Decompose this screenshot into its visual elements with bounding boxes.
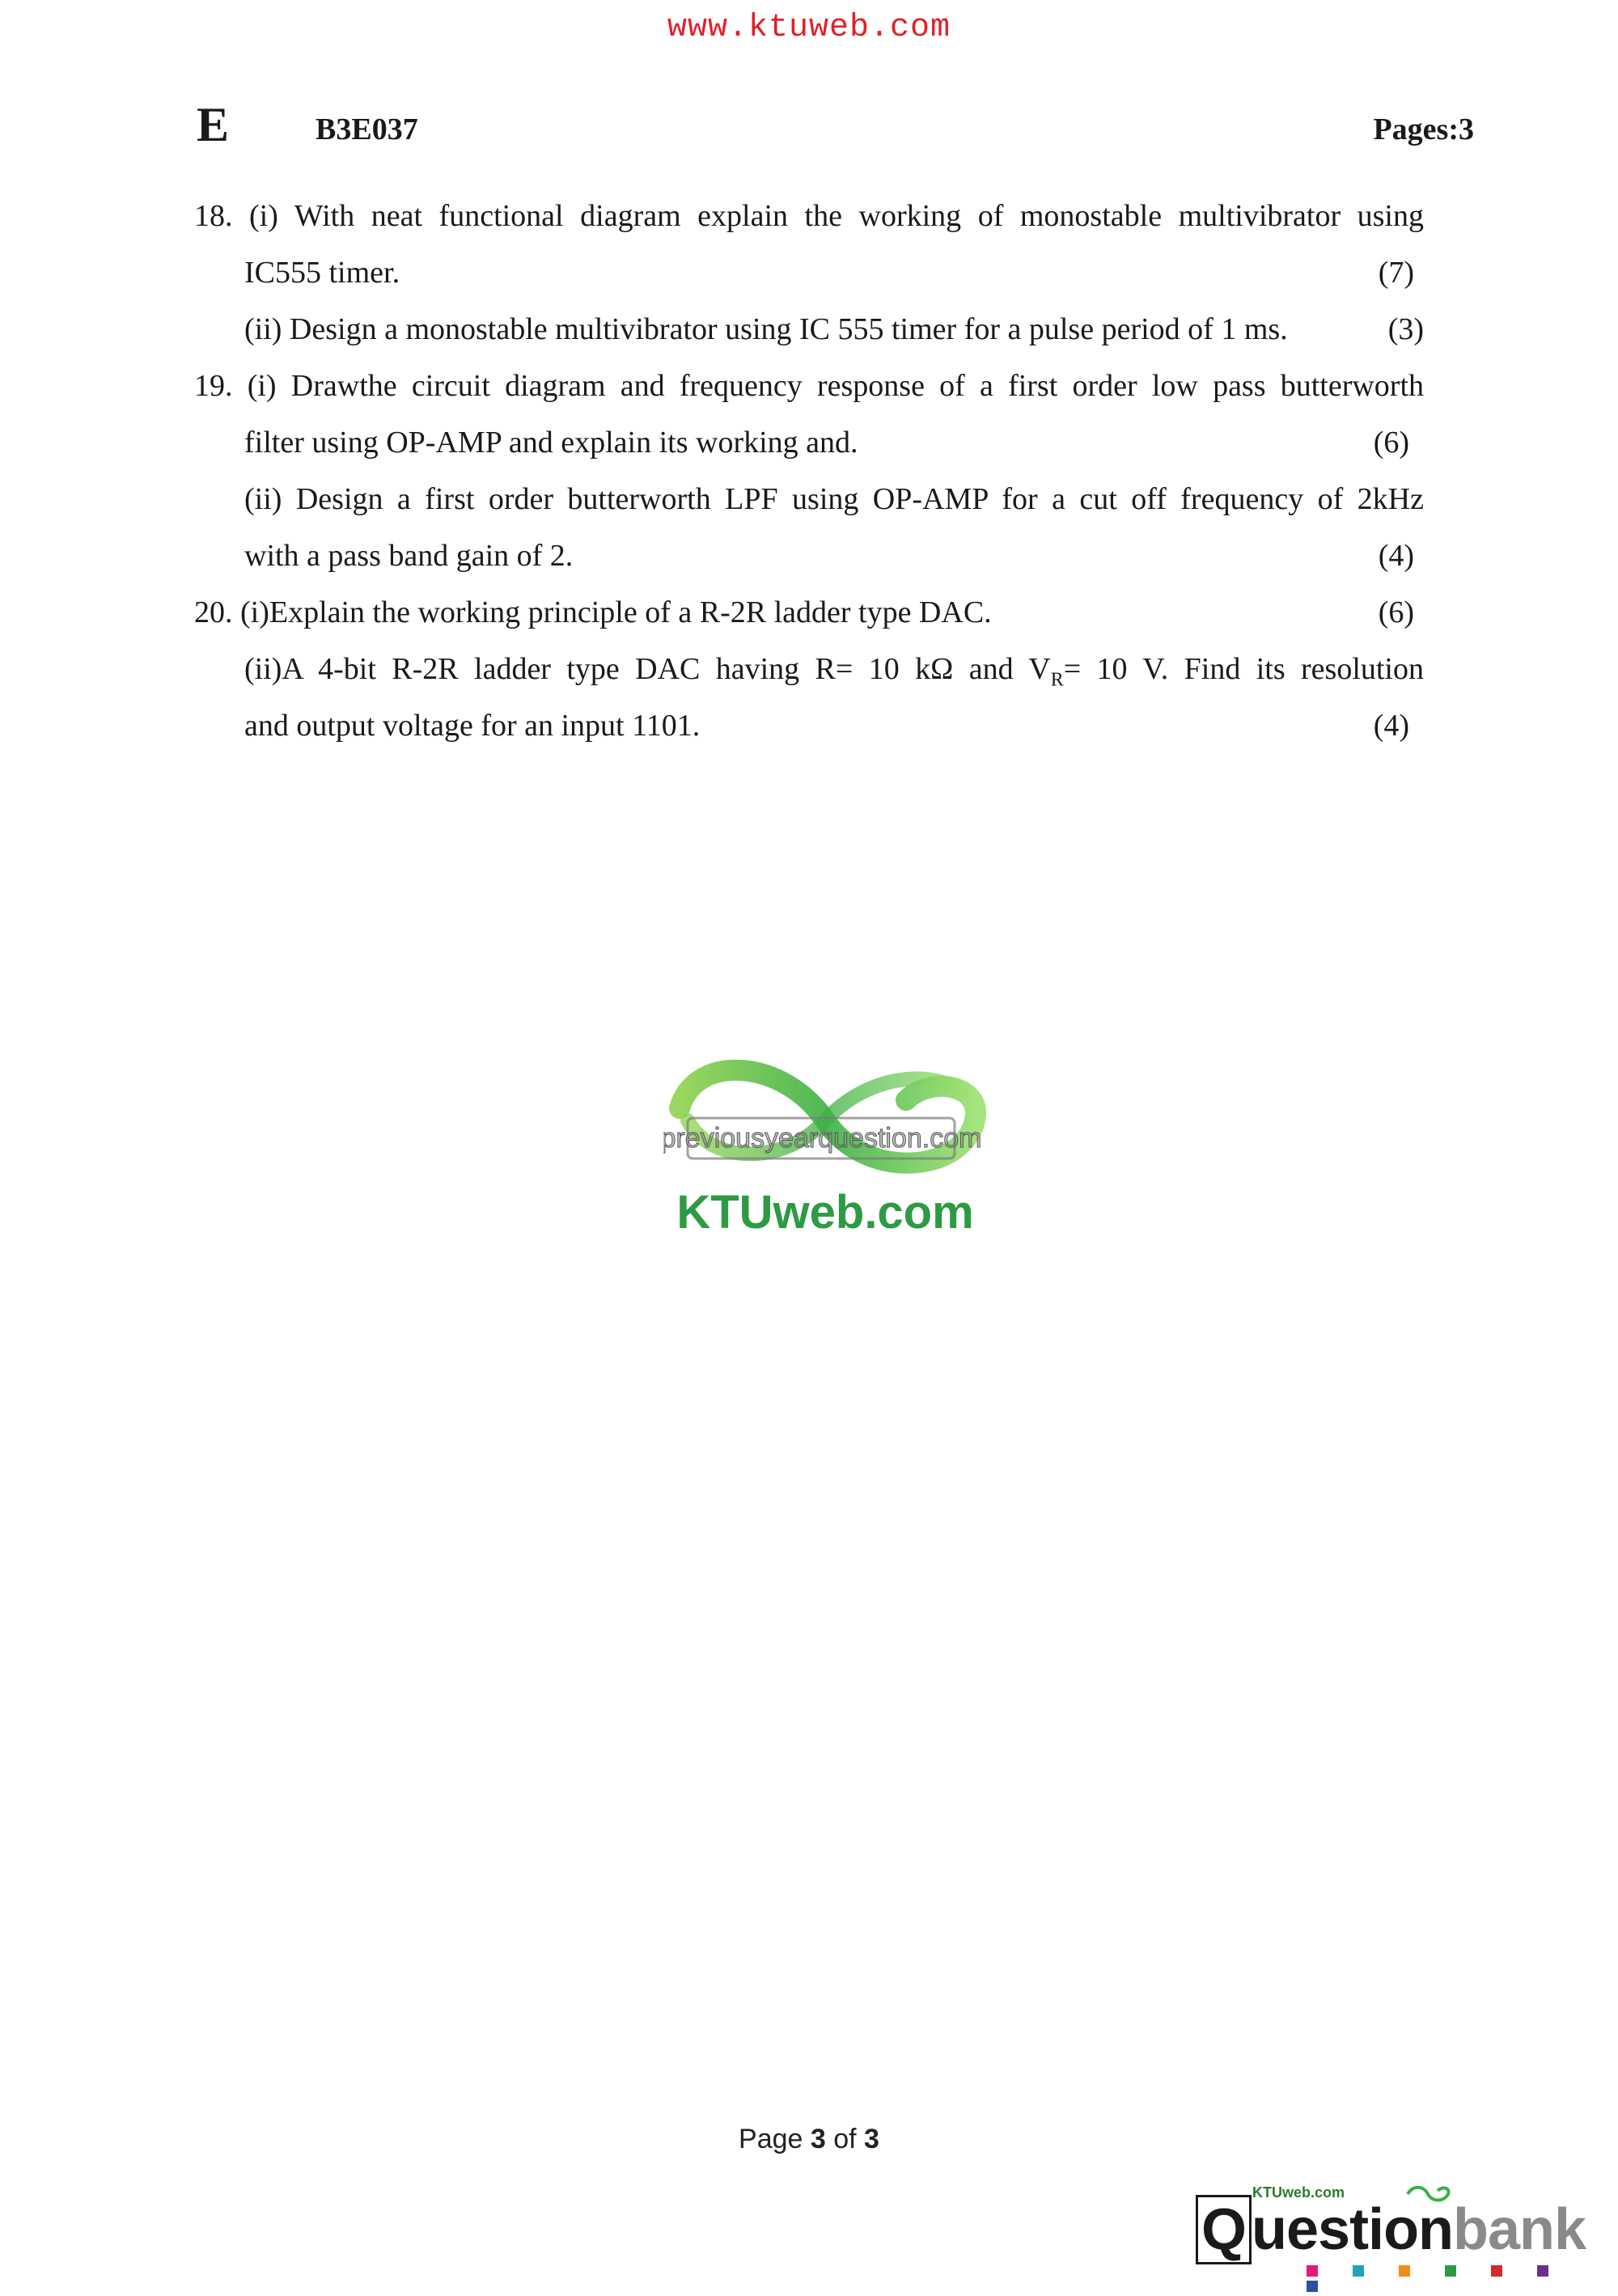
color-square [1307, 2265, 1318, 2277]
color-square [1353, 2265, 1364, 2277]
questionbank-badge [1189, 2184, 1610, 2281]
color-square [1307, 2281, 1318, 2292]
question-number: 20. [194, 595, 233, 629]
marks: (3) [1387, 312, 1424, 346]
watermark-url: www.ktuweb.com [667, 10, 951, 46]
color-square [1399, 2265, 1410, 2277]
series-letter: E [197, 98, 230, 151]
watermark-text: previousyearquestion.com [663, 1123, 982, 1154]
badge-word: Questionbank [1196, 2201, 1586, 2259]
page-count: Pages:3 [1373, 112, 1474, 146]
marks: (6) [1373, 426, 1409, 460]
question-19-line-2: filter using OP-AMP and explain its working and. (6) [194, 414, 1424, 471]
question-20-line-3: and output voltage for an input 1101. (4) [194, 697, 1424, 754]
question-20-line-2: (ii)A 4-bit R-2R ladder type DAC having R= 10 kΩ and $V_R= 10$ V. Find its resolution [244, 652, 1424, 691]
question-19-line-4: with a pass band gain of 2. (4) [194, 527, 1424, 584]
ktuweb-logo [663, 1044, 987, 1238]
badge-small-text: KTUweb.com [1252, 2184, 1345, 2201]
marks: (6) [1378, 595, 1414, 629]
question-20-line-1: 20. (i)Explain the working principle of a R-2R ladder type DAC. (6) [194, 584, 1424, 641]
question-19-line-3: (ii) Design a first order butterworth LPF using OP-AMP for a cut off frequency of 2kHz [244, 482, 1424, 516]
question-18-line-3: (ii) Design a monostable multivibrator using IC 555 timer for a pulse period of 1 ms. (3) [194, 301, 1424, 358]
question-number: 18. [194, 199, 233, 233]
marks: (4) [1378, 539, 1414, 573]
color-square [1491, 2265, 1502, 2277]
question-18-line-1: 18. (i) With neat functional diagram explain the working of monostable multivibrator using [194, 199, 1424, 233]
question-list [194, 188, 1424, 754]
color-square [1537, 2265, 1548, 2277]
infinity-swoosh-icon [663, 1044, 987, 1189]
question-19-line-1: 19. (i) Drawthe circuit diagram and frequency response of a first order low pass butterworth [194, 369, 1424, 403]
question-number: 19. [194, 369, 233, 403]
logo-name: KTUweb.com [676, 1186, 974, 1239]
marks: (4) [1373, 709, 1409, 743]
color-square [1445, 2265, 1456, 2277]
question-18-line-2: IC555 timer. (7) [194, 244, 1424, 301]
exam-code: B3E037 [316, 112, 418, 146]
marks: (7) [1378, 256, 1414, 290]
page-number: Page 3 of 3 [739, 2124, 879, 2154]
color-squares [1307, 2265, 1610, 2296]
